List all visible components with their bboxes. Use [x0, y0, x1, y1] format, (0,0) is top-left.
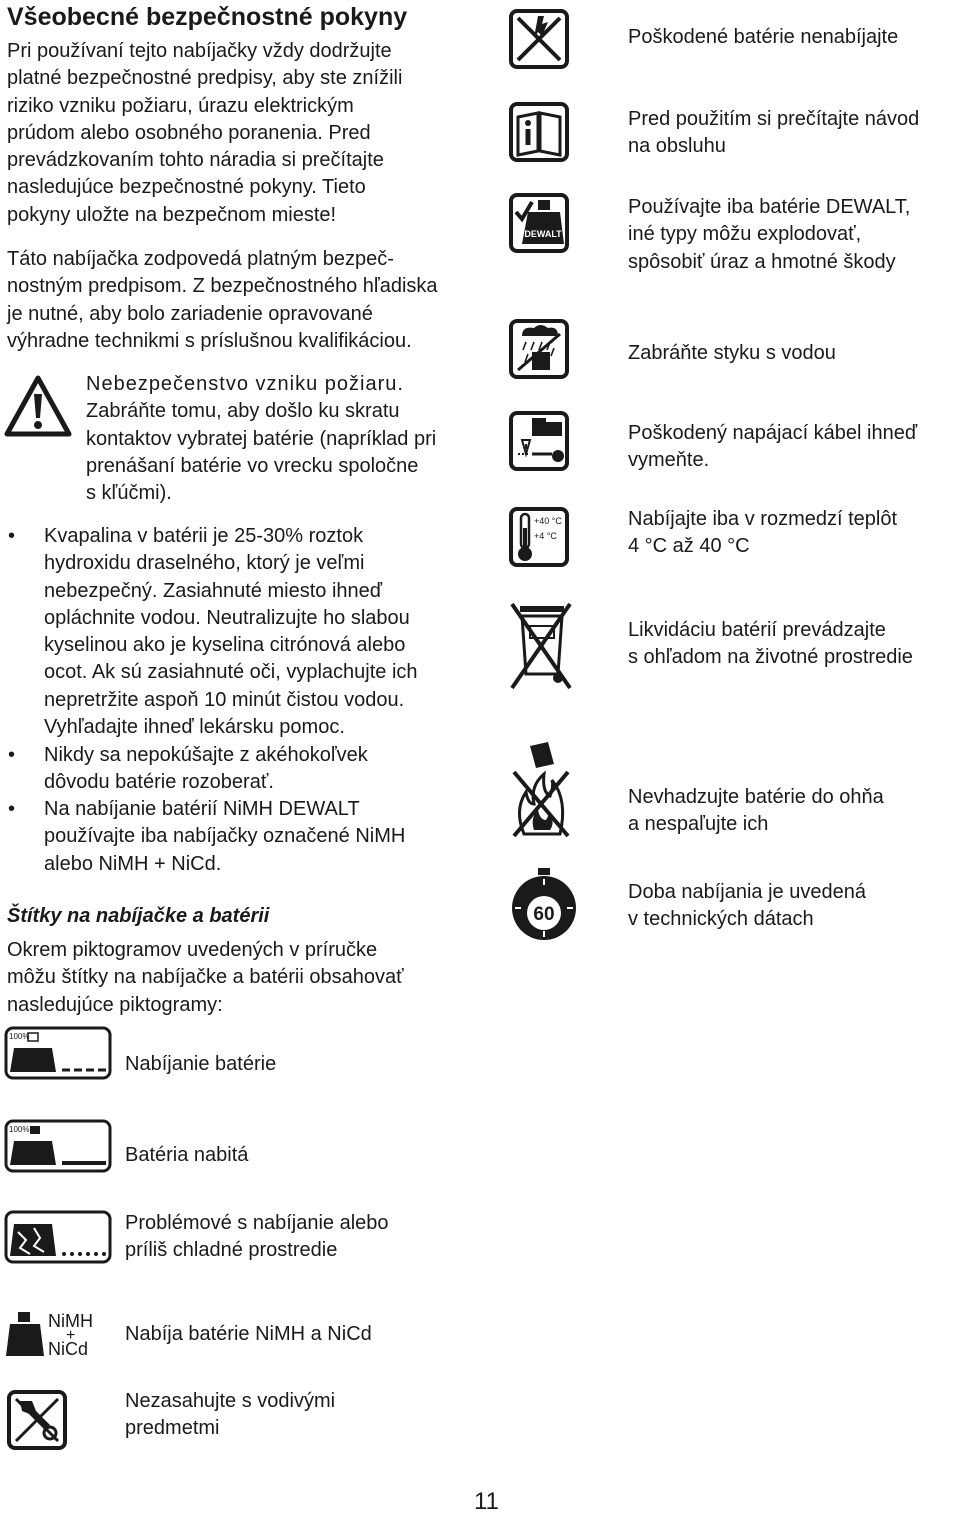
damaged-cord-icon — [508, 410, 570, 472]
label-disposal — [628, 617, 958, 672]
text-line: Doba nabíjania je uvedená — [628, 881, 866, 903]
temperature-range-icon — [508, 506, 570, 568]
text-line: Batéria nabitá — [125, 1144, 249, 1166]
nimh-label: NiMH — [48, 1311, 93, 1331]
fire-warning — [86, 371, 476, 507]
text-line: Problémové s nabíjanie alebo — [125, 1212, 389, 1234]
text-line: nostným predpisom. Z bezpečnostného hľadiska — [7, 275, 438, 298]
text-line: výhradne technikmi s príslušnou kvalifikáciou. — [7, 329, 412, 352]
text-line: Nabíja batérie NiMH a NiCd — [125, 1323, 372, 1345]
text-line: 4 °C až 40 °C — [628, 535, 750, 558]
label-charging — [125, 1051, 505, 1078]
label-damaged-cord — [628, 420, 958, 475]
bullet-glyph: • — [8, 525, 16, 547]
read-manual-icon — [508, 101, 570, 163]
text-line: Pred použitím si prečítajte návod — [628, 108, 920, 130]
text-line: prevádzkovaním tohto náradia si prečítajte — [7, 149, 384, 172]
nimh-nicd-icon — [4, 1306, 112, 1364]
text-line: Likvidáciu batérií prevádzajte — [628, 619, 886, 641]
label-water — [628, 340, 958, 367]
text-line: s kľúčmi). — [86, 482, 172, 505]
bullet-item — [8, 796, 474, 878]
plus-label: + — [66, 1327, 76, 1344]
compliance-paragraph — [7, 246, 477, 355]
text-line: Nabíjanie batérie — [125, 1053, 277, 1075]
label-damaged-battery — [628, 24, 958, 51]
text-line: Táto nabíjačka zodpovedá platným bezpeč- — [7, 248, 394, 270]
label-hot-cold-delay — [125, 1210, 505, 1265]
text-line: nepretržite aspoň 10 minút čistou vodou. — [44, 688, 405, 711]
text-line: pokyny uložte na bezpečnom mieste! — [7, 203, 337, 226]
label-fire — [628, 784, 958, 839]
warning-title: Nebezpečenstvo vzniku požiaru. — [86, 373, 404, 395]
text-line: nebezpečný. Zasiahnuté miesto ihneď — [44, 579, 383, 602]
label-read-manual — [628, 106, 958, 161]
bullet-glyph: • — [8, 744, 16, 766]
nicd-label: NiCd — [48, 1339, 89, 1359]
charging-icon — [4, 1026, 112, 1080]
text-line: Zabráňte styku s vodou — [628, 342, 836, 364]
charge-time-icon — [508, 866, 580, 942]
label-charge-time — [628, 879, 958, 934]
hot-cold-delay-icon — [4, 1210, 112, 1264]
text-line: Vyhľadajte ihneď lekársku pomoc. — [44, 716, 345, 739]
text-line: hydroxidu draselného, ktorý je veľmi — [44, 552, 365, 575]
no-damaged-battery-icon — [508, 8, 570, 70]
label-charged — [125, 1142, 505, 1169]
text-line: alebo NiMH + NiCd. — [44, 852, 222, 875]
text-line: Používajte iba batérie DEWALT, — [628, 196, 911, 218]
text-line: s ohľadom na životné prostredie — [628, 646, 913, 669]
text-line: Nezasahujte s vodivými — [125, 1390, 336, 1412]
no-fire-icon — [506, 740, 576, 840]
text-line: Na nabíjanie batérií NiMH DEWALT — [44, 798, 360, 820]
text-line: Poškodený napájací kábel ihneď — [628, 422, 918, 444]
text-line: riziko vzniku požiaru, úrazu elektrickým — [7, 94, 354, 117]
text-line: Zabráňte tomu, aby došlo ku skratu — [86, 400, 400, 423]
text-line: iné typy môžu explodovať, — [628, 223, 862, 246]
text-line: Poškodené batérie nenabíjajte — [628, 26, 899, 48]
text-line: Nikdy sa nepokúšajte z akéhokoľvek — [44, 744, 368, 766]
text-line: opláchnite vodou. Neutralizujte ho slabou — [44, 606, 410, 629]
temp-low-label: +4 °C — [534, 531, 557, 541]
text-line: Pri používaní tejto nabíjačky vždy dodržujte — [7, 40, 392, 62]
text-line: a nespaľujte ich — [628, 813, 769, 836]
text-line: je nutné, aby bolo zariadenie opravované — [7, 302, 373, 325]
crossed-bin-icon — [506, 598, 576, 694]
page-number: 11 — [474, 1488, 499, 1515]
no-conductive-objects-icon — [6, 1389, 68, 1451]
text-line: na obsluhu — [628, 135, 726, 158]
text-line: prúdom alebo osobného poranenia. Pred — [7, 121, 371, 144]
labels-heading: Štítky na nabíjačke a batérii — [7, 905, 270, 927]
dewalt-logo-text: DEWALT — [524, 229, 562, 239]
label-temperature — [628, 506, 958, 561]
text-line: Nabíjajte iba v rozmedzí teplôt — [628, 508, 898, 530]
percent-label: 100% — [9, 1032, 30, 1041]
bullet-item — [8, 523, 474, 741]
text-line: Nevhadzujte batérie do ohňa — [628, 786, 884, 808]
no-water-icon — [508, 318, 570, 380]
bullet-item — [8, 742, 474, 797]
text-line: v technických dátach — [628, 908, 814, 931]
text-line: príliš chladné prostredie — [125, 1239, 338, 1262]
text-line: prenášaní batérie vo vrecku spoločne — [86, 454, 419, 477]
text-line: používajte iba nabíjačky označené NiMH — [44, 825, 406, 848]
text-line: nasledujúce bezpečnostné pokyny. Tieto — [7, 176, 366, 199]
text-line: vymeňte. — [628, 449, 710, 472]
text-line: spôsobiť úraz a hmotné škody — [628, 250, 896, 273]
temp-high-label: +40 °C — [534, 516, 562, 526]
text-line: Kvapalina v batérii je 25-30% roztok — [44, 525, 364, 547]
text-line: kontaktov vybratej batérie (napríklad pri — [86, 427, 437, 450]
label-conductive — [125, 1388, 505, 1443]
text-line: predmetmi — [125, 1417, 220, 1440]
text-line: kyselinou ako je kyselina citrónová alebo — [44, 634, 406, 657]
label-nimh-nicd — [125, 1321, 505, 1348]
text-line: dôvodu batérie rozoberať. — [44, 771, 274, 794]
label-dewalt-only — [628, 194, 958, 276]
bullet-glyph: • — [8, 798, 16, 820]
dewalt-battery-icon — [508, 192, 570, 254]
text-line: nasledujúce piktogramy: — [7, 993, 223, 1016]
charged-icon — [4, 1119, 112, 1173]
intro-paragraph — [7, 38, 477, 229]
text-line: ocot. Ak sú zasiahnuté oči, vyplachujte ich — [44, 661, 418, 684]
labels-intro — [7, 937, 477, 1019]
text-line: Okrem piktogramov uvedených v príručke — [7, 939, 378, 961]
percent-label: 100% — [9, 1125, 30, 1134]
page-title: Všeobecné bezpečnostné pokyny — [7, 3, 408, 31]
text-line: platné bezpečnostné predpisy, aby ste znížili — [7, 67, 403, 90]
warning-triangle-icon — [4, 374, 72, 438]
text-line: môžu štítky na nabíjačke a batérii obsahovať — [7, 966, 404, 989]
timer-value: 60 — [533, 904, 555, 925]
